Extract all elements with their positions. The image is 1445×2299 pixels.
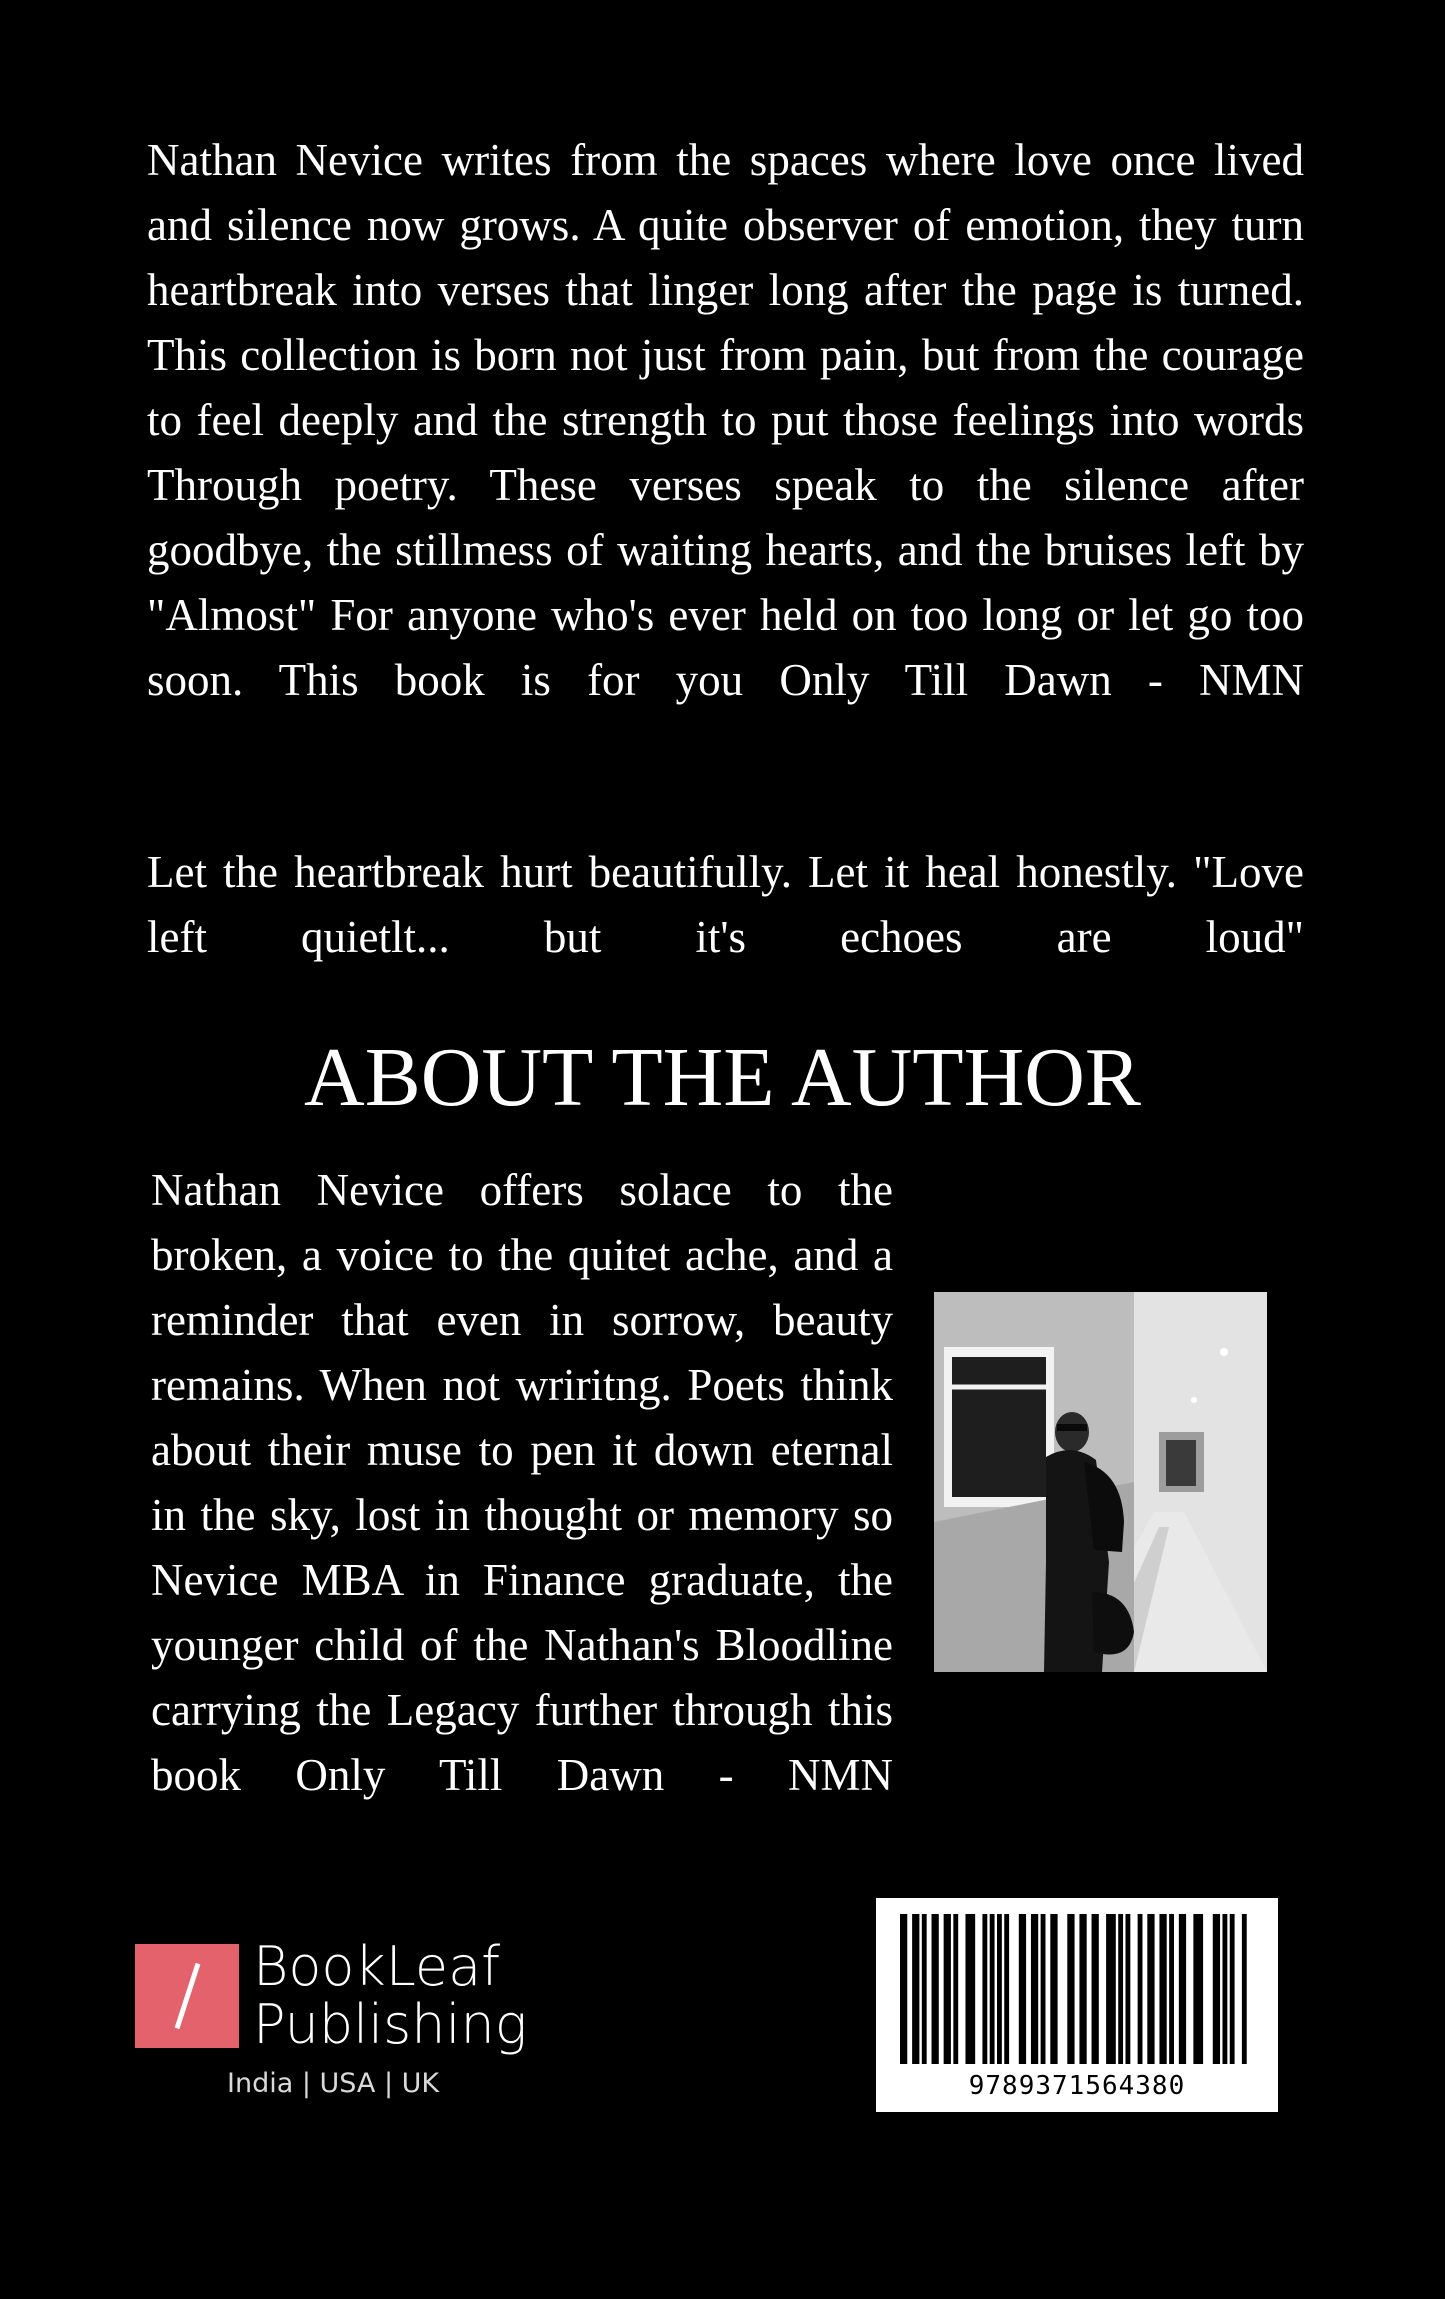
isbn-barcode <box>876 1898 1278 2112</box>
barcode-bars <box>898 1914 1256 2064</box>
barcode-bar <box>982 1914 987 2064</box>
barcode-bar <box>1138 1914 1143 2064</box>
barcode-bar <box>1125 1914 1130 2064</box>
barcode-bar <box>1169 1914 1174 2064</box>
barcode-bar <box>965 1914 975 2064</box>
barcode-bar <box>1242 1914 1247 2064</box>
barcode-bar <box>900 1914 907 2064</box>
barcode-bar <box>1222 1914 1227 2064</box>
blurb-paragraph: Nathan Nevice writes from the spaces where love once lived and silence now grows. A quite observer of emotion, they turn heartbreak into verses that linger long after the page is turned. This collection is born not just from pain, but from the courage to feel deeply and the strength to put those feelings into words Through poetry. These verses speak to the silence after goodbye, the stillmess of waiting hearts, and the bruises left by "Almost" For anyone who's ever held on too long or let go too soon. This book is for you Only Till Dawn - NMN <box>147 135 1304 705</box>
back-cover-blurb <box>147 128 1304 713</box>
barcode-bar <box>1179 1914 1186 2064</box>
barcode-bar <box>1079 1914 1086 2064</box>
barcode-bar <box>953 1914 958 2064</box>
barcode-bar <box>1019 1914 1026 2064</box>
publisher-name-line2: Publishing <box>253 1993 528 2056</box>
barcode-bar <box>990 1914 995 2064</box>
barcode-bar <box>1118 1914 1123 2064</box>
barcode-bar <box>1004 1914 1009 2064</box>
publisher-regions: India | USA | UK <box>227 2068 440 2099</box>
barcode-bar <box>922 1914 927 2064</box>
author-bio: Nathan Nevice offers solace to the broken, a voice to the quitet ache, and a reminder that even in sorrow, beauty remains. When not wriritng. Poets think about their muse to pen it down eternal in the sky, lost in thought or memory so Nevice MBA in Finance graduate, the younger child of the Nathan's Bloodline carrying the Legacy further through this book Only Till Dawn - NMN <box>151 1165 893 1800</box>
about-author-heading: ABOUT THE AUTHOR <box>304 1031 1141 1124</box>
barcode-bar <box>1092 1914 1099 2064</box>
publisher-name <box>253 1935 528 2056</box>
barcode-bar <box>997 1914 1002 2064</box>
barcode-bar <box>944 1914 951 2064</box>
barcode-bar <box>1213 1914 1220 2064</box>
barcode-bar <box>1106 1914 1116 2064</box>
author-photo <box>934 1292 1267 1672</box>
barcode-bar <box>932 1914 939 2064</box>
barcode-bar <box>1159 1914 1166 2064</box>
barcode-bar <box>1050 1914 1057 2064</box>
publisher-logo <box>135 1935 528 2114</box>
barcode-bar <box>912 1914 919 2064</box>
barcode-bar <box>1067 1914 1074 2064</box>
publisher-leaf-icon <box>135 1944 239 2048</box>
isbn-number: 9789371564380 <box>968 2071 1186 2101</box>
blurb-tagline: Let the heartbreak hurt beautifully. Let it heal honestly. "Love left quietlt... but it's echoes are loud" <box>147 847 1304 962</box>
barcode-bar <box>1147 1914 1154 2064</box>
publisher-name-line1: BookLeaf <box>253 1935 501 1998</box>
barcode-bar <box>1193 1914 1203 2064</box>
barcode-bar <box>1031 1914 1038 2064</box>
barcode-bar <box>1230 1914 1235 2064</box>
barcode-bar <box>1041 1914 1046 2064</box>
